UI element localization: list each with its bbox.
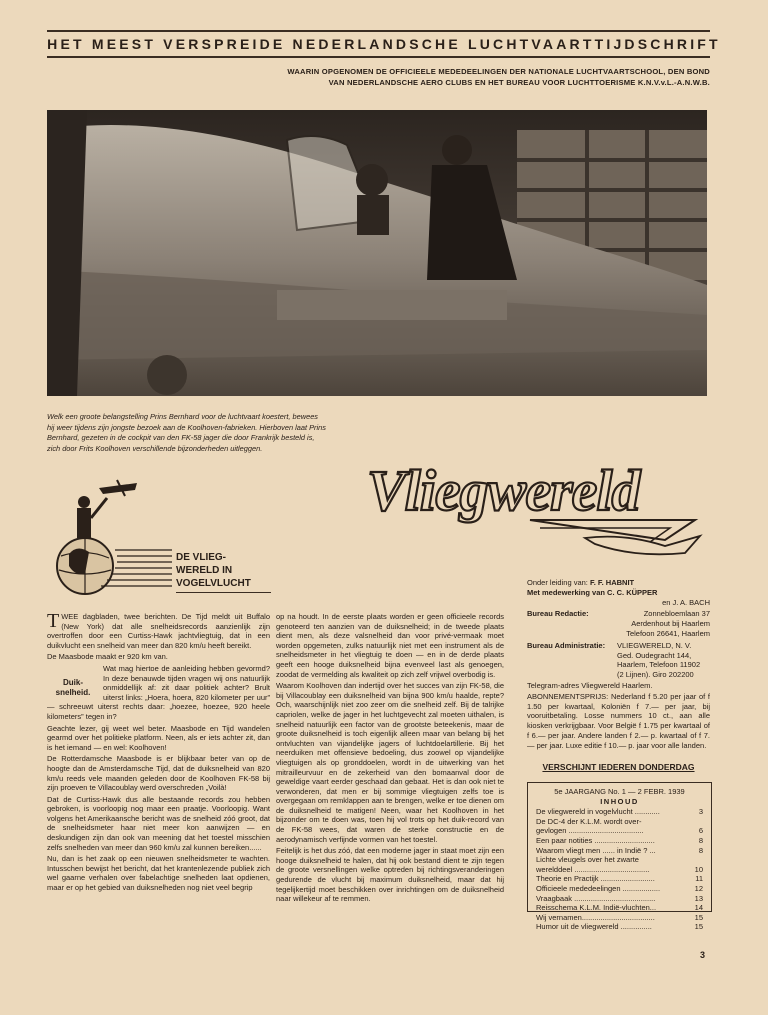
toc-entry — [528, 874, 711, 884]
sidehead-line-1: Duik- — [63, 677, 83, 687]
toc-entry — [528, 884, 711, 894]
redactie-label: Bureau Redactie: — [527, 609, 589, 619]
administratie-block — [527, 641, 710, 680]
toc-entry-page: 8 — [698, 835, 703, 845]
toc-entry-page: 15 — [694, 912, 703, 922]
paragraph: Feitelijk is het dus zóó, dat een moderne jager in staat moet zijn een hooge duiksnelheid te halen, dat hij ook bestand dient te zijn tegen de groote versnellingen welke optreden bij richtingsveranderingen gedurende de vlucht bij maximum duiksnelheid, maar dat hij tegelijkertijd moet beschikken over inrichtingen om de duiksnelheid naar willekeur af te remmen. — [276, 846, 504, 904]
section-heading-line-2: WERELD IN — [176, 565, 233, 576]
paragraph — [47, 664, 270, 722]
toc-entry-page: 10 — [694, 864, 703, 874]
administratie-line: (2 Lijnen). Giro 202200 — [617, 670, 694, 680]
table-of-contents — [527, 782, 712, 932]
medewerking-name: C. C. KÜPPER — [607, 587, 658, 597]
leiding-name: F. F. HABNIT — [589, 578, 635, 587]
toc-entry-title: Lichte vleugels over het zwarte — [536, 855, 639, 865]
redactie-value — [609, 609, 710, 638]
medewerking-name-2: en J. A. BACH — [662, 597, 710, 607]
paragraph: Dat de Curtiss-Hawk dus alle bestaande records zou hebben gebroken, is voorloopig nog maar een praatje. Voorloopig. Want volgens het Amerikaansche bericht was de snelheid zóó groot, dat de snelheidsmeter haar niet meer kon aanwijzen — en deskundigen zijn dan ook van meening dat het toestel misschien zelfs snelheden van meer dan 960 km/u zal kunnen bereiken...... — [47, 794, 270, 852]
toc-entry — [528, 846, 711, 856]
toc-entry-title: De DC-4 der K.L.M. wordt over- — [536, 816, 642, 826]
toc-entry-page: 8 — [698, 845, 703, 855]
toc-entry-title: De vliegwereld in vogelvlucht ............ — [536, 807, 660, 817]
logo-mark — [365, 458, 710, 570]
paragraph: Waarom Koolhoven dan indertijd over het succes van zijn FK-58, die bij Villacoublay een duiksnelheid van bijna 900 km/u haalde, repte? Och, waarschijnlijk niet zoo zeer om die snelheid zelf. Bij de talrijke capriolen, welke de jager in het luchtgevecht zal moeten uithalen, is snelheid natuurlijk een factor van de grootste beteekenis, maar de groote duiksnelheid is toch eigenlijk alleen maar van belang bij het ontvluchten van vijandelijke jagers of luchtdoelartillerie. Bij het neerduiken met offensieve bedoeling, dus zoowel op vijandelijke vliegtuigen als op gronddoelen, wordt in de uitwerking van het mitrailleurvuur en de zekerheid van den bomaanval door de geweldige vaart eerder geschaad dan gebaat. Het is dan ook niet te verwonderen, dat men er bij sommige vliegtuigen zelfs toe is overgegaan om remklappen aan te brengen, welke er toe dienen om de duiksnelheid te matigen! Neen, waar het Koolhoven in het bijzonder om te doen was, toen hij vol trots op het duik-record van de FK-58 wees, dat waren de sterke constructie en de aerodynamisch verfijnde vormen van het toestel. — [276, 681, 504, 844]
subtitle-line-2: VAN NEDERLANDSCHE AERO CLUBS EN HET BUREAU VOOR LUCHTTOERISME K.N.V.v.L.-A.N.W.B. — [328, 78, 710, 87]
toc-entry-title: Theorie en Practijk .......................... — [536, 874, 655, 884]
toc-entry — [528, 903, 711, 913]
leiding-line — [527, 578, 710, 588]
photo-illustration — [47, 110, 707, 396]
toc-entry — [528, 894, 711, 904]
toc-entry-page: 14 — [694, 903, 703, 913]
leiding-label: Onder leiding van: — [527, 578, 588, 587]
article-column-1 — [47, 612, 270, 895]
vignette-pilot-on-globe — [47, 478, 177, 598]
redactie-line: Aerdenhout bij Haarlem — [631, 619, 710, 629]
paragraph: op na houdt. In de eerste plaats worden er geen officieele records genoteerd ten aanzien van de duiksnelheid; in de tweede plaats dient men, als deze valsnelheid dan voor privé-vermaak moet worden opgemeten, zulks natuurlijk niet met een instrument als de snelheidsmeter in het vliegtuig te doen — en in de derde plaats geeft een hooge duiksnelheid bijna evenveel last als genoegen, zoodat de vermelding als kwaliteit op zich zelf vrijwel overbodig is. — [276, 612, 504, 679]
section-heading-rule — [176, 592, 271, 593]
toc-entry-page: 12 — [694, 883, 703, 893]
administratie-line: VLIEGWERELD, N. V. — [617, 640, 692, 650]
section-heading-line-3: VOGELVLUCHT — [176, 578, 251, 589]
editorial-info — [527, 578, 710, 751]
subtitle-line-1: WAARIN OPGENOMEN DE OFFICIEELE MEDEDEELINGEN DER NATIONALE LUCHTVAARTSCHOOL, DEN BOND — [287, 67, 710, 76]
photo-fk58-cockpit — [47, 110, 707, 396]
page-number: 3 — [700, 950, 706, 960]
toc-entry-page — [685, 817, 703, 827]
medewerking-line — [527, 588, 710, 598]
paragraph — [47, 612, 270, 650]
vignette-illustration — [47, 478, 177, 598]
photo-caption: Welk een groote belangstelling Prins Bernhard voor de luchtvaart koestert, bewees hij weer tijdens zijn jongste bezoek aan de Koolhoven-fabrieken. Hierboven laat Prins Bernhard, gezeten in de cockpit van den FK-58 jager die door Frankrijk besteld is, zich door Frits Koolhoven verschillende bijzonderheden uitleggen. — [47, 412, 326, 453]
masthead: HET MEEST VERSPREIDE NEDERLANDSCHE LUCHTVAARTTIJDSCHRIFT — [47, 36, 721, 52]
toc-entry-page: 13 — [694, 893, 703, 903]
administratie-value — [617, 641, 710, 680]
toc-entry-title: gevlogen .................................... — [536, 826, 644, 836]
toc-entry-title: Officieele mededeelingen .................. — [536, 883, 661, 893]
top-rule — [47, 30, 710, 32]
subscription-prices: ABONNEMENTSPRIJS: Nederland f 5.20 per jaar of f 1.50 per kwartaal, Koloniën f 7.— per jaar, bij vooruitbetaling. Losse nummers 10 ct., aan alle kiosken verkrijgbaar. Voor België f 1.75 per kwartaal of f 6.— per jaar. Andere landen f 2.— p. kwartaal of f 7.— per jaar. Luxe editie f 10.— p. jaar voor alle landen. — [527, 691, 710, 750]
toc-entry-page — [685, 855, 703, 865]
toc-entry-page: 11 — [695, 874, 703, 884]
toc-entry — [528, 922, 711, 932]
toc-entry — [528, 865, 711, 875]
paragraph-text: WEE dagbladen, twee berichten. De Tijd meldt uit Buffalo (New York) dat alle snelheidsrecords aanzienlijk zijn overtroffen door een Curtiss-Hawk jachtvliegtuig, dat in een duikvlucht een snelheid van meer dan 820 km/u heeft bereikt. — [47, 612, 270, 650]
toc-entry — [528, 855, 711, 865]
toc-entry-title: Reisschema K.L.M. Indië-vluchten... — [536, 903, 657, 913]
vliegwereld-logo — [365, 458, 710, 570]
toc-entry-title: Vraagbaak ....................................... — [536, 893, 656, 903]
toc-entry-title: Wij vernamen................................... — [536, 912, 655, 922]
toc-entry — [528, 807, 711, 817]
paragraph: Nu, dan is het zaak op een nieuwen snelheidsmeter te wachten. Intusschen bewijst het bericht, dat het krantenlezende publiek zich wel gaarne verhalen over fabelachtige snelheden laat opdienen, maar er op het gebied van duiksnelheden nog niet veel begrip — [47, 854, 270, 893]
section-heading — [176, 551, 296, 590]
redactie-line: Telefoon 26641, Haarlem — [626, 628, 710, 638]
toc-entry-title: werelddeel .................................... — [536, 864, 650, 874]
sidehead-line-2: snelheid. — [55, 687, 91, 697]
toc-entry-page: 6 — [698, 826, 703, 836]
sidehead-duiksnelheid — [47, 678, 99, 698]
toc-entry — [528, 913, 711, 923]
toc-entry-title: Een paar notities ............................. — [536, 835, 655, 845]
toc-entry-page: 15 — [694, 922, 703, 932]
paragraph: Geachte lezer, gij weet wel beter. Maasbode en Tijd wandelen gearmd over het politieke platform. Neen, als er iets achter zit, dan is het iemand — en wel: Koolhoven! — [47, 723, 270, 752]
section-heading-line-1: DE VLIEG- — [176, 552, 227, 563]
paragraph-text: Wat mag hiertoe de aanleiding hebben gevormd? In deze benauwde tijden vragen wij ons natuurlijk onmiddellijk af: zit daar politiek achter? Brult uiterst links: „Hoera, hoera, 820 kilometer per uur” — schreeuwt uiterst rechts daar: „hoezee, hoezee, 920 heele kilometers” tegen in? — [47, 663, 270, 721]
paragraph: De Maasbode maakt er 920 km van. — [47, 652, 168, 662]
masthead-rule — [47, 56, 710, 58]
administratie-line: Ged. Oudegracht 144, — [617, 650, 692, 660]
issue-line: 5e JAARGANG No. 1 — 2 FEBR. 1939 — [554, 787, 685, 796]
redactie-line: Zonnebloemlaan 37 — [643, 609, 710, 619]
toc-entry — [528, 826, 711, 836]
toc-entry — [528, 836, 711, 846]
toc-title: INHOUD — [600, 796, 639, 806]
redactie-block — [527, 609, 710, 638]
paragraph: De Rotterdamsche Maasbode is er blijkbaar beter van op de hoogte dan de Amsterdamsche Tijd, dat de duiksnelheid van 820 km/u reeds vele maanden geleden door de Koolhoven FK-58 bij zijn proeven te Villacoublay werd overschreden „Voilà! — [47, 754, 270, 793]
toc-entry — [528, 817, 711, 827]
publication-frequency: VERSCHIJNT IEDEREN DONDERDAG — [542, 762, 695, 772]
drop-cap: T — [47, 610, 60, 632]
subtitle — [150, 66, 710, 88]
logo-text: Vliegwereld — [367, 458, 640, 523]
telegram-line: Telegram-adres Vliegwereld Haarlem. — [527, 680, 653, 690]
toc-entry-title: Humor uit de vliegwereld ............... — [536, 922, 652, 932]
administratie-label: Bureau Administratie: — [527, 640, 606, 650]
medewerking-label: Met medewerking van — [527, 587, 605, 597]
toc-entry-title: Waarom vliegt men ...... in Indië ? ... — [536, 845, 656, 855]
administratie-line: Haarlem, Telefoon 11902 — [617, 660, 701, 670]
article-column-2 — [276, 612, 504, 906]
toc-list — [528, 807, 711, 932]
toc-entry-page: 3 — [698, 807, 703, 817]
